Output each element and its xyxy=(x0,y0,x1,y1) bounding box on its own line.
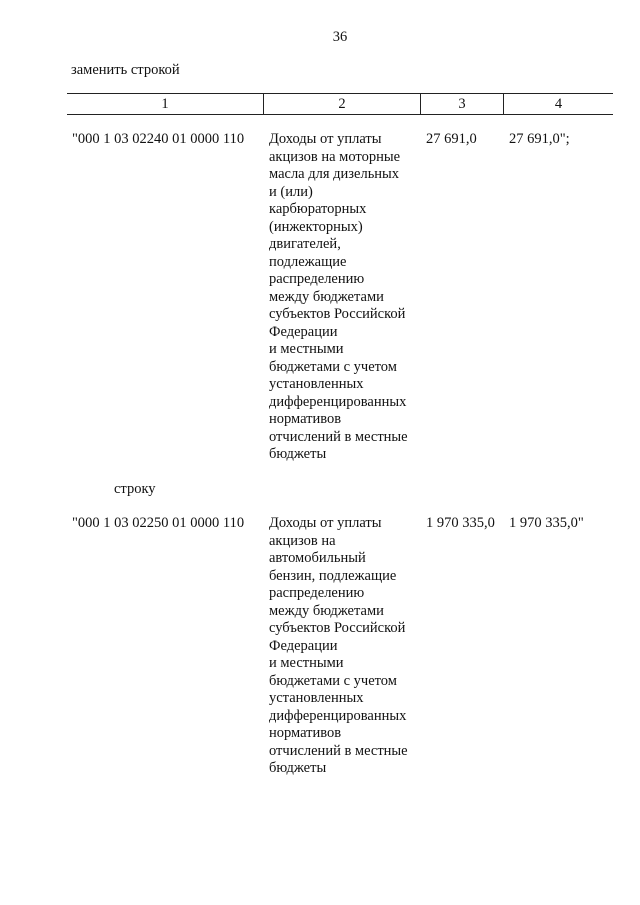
name-line: двигателей, xyxy=(269,236,341,252)
name-line: Доходы от уплаты xyxy=(269,131,382,147)
replacement-row-value-4: 27 691,0"; xyxy=(509,131,570,147)
name-line: Доходы от уплаты xyxy=(269,515,382,531)
intro-text: заменить строкой xyxy=(71,62,180,78)
name-line: дифференцированных xyxy=(269,707,407,724)
name-line: Федерации xyxy=(269,323,338,340)
replacement-row-value-3: 27 691,0 xyxy=(426,131,477,147)
second-row-value-4: 1 970 335,0" xyxy=(509,515,584,531)
name-line: нормативов xyxy=(269,725,342,741)
name-line: бюджетами с учетом xyxy=(269,672,397,689)
name-line: бюджеты xyxy=(269,760,327,776)
name-line: распределению xyxy=(269,271,365,287)
name-line: между бюджетами xyxy=(269,602,384,619)
name-line: (инжекторных) xyxy=(269,218,363,235)
name-line: масла для дизельных xyxy=(269,166,400,182)
second-row-value-3: 1 970 335,0 xyxy=(426,515,495,531)
middle-text: строку xyxy=(114,481,156,497)
table-header-col-1: 1 xyxy=(67,94,264,114)
table-header-col-4: 4 xyxy=(554,96,563,112)
table-header-row xyxy=(67,93,613,115)
name-line: акцизов на xyxy=(269,532,336,549)
name-line: Федерации xyxy=(269,637,338,654)
second-row-code: "000 1 03 02250 01 0000 110 xyxy=(72,515,245,531)
name-line: бензин, подлежащие xyxy=(269,567,397,584)
name-line: дифференцированных xyxy=(269,393,407,410)
name-line: отчислений в местные xyxy=(269,742,408,759)
name-line: субъектов Российской xyxy=(269,306,406,322)
name-line: нормативов xyxy=(269,411,342,427)
name-line: бюджеты xyxy=(269,446,327,462)
name-line: отчислений в местные xyxy=(269,428,408,445)
name-line: подлежащие xyxy=(269,253,347,270)
name-line: карбюраторных xyxy=(269,201,367,217)
page-number: 36 xyxy=(332,29,348,45)
name-line: между бюджетами xyxy=(269,288,384,305)
replacement-row-code: "000 1 03 02240 01 0000 110 xyxy=(72,131,245,147)
name-line: установленных xyxy=(269,376,364,392)
name-line: и местными xyxy=(269,341,344,357)
name-line: бюджетами с учетом xyxy=(269,358,397,375)
second-row-name xyxy=(269,515,419,778)
name-line: распределению xyxy=(269,585,365,601)
name-line: акцизов на моторные xyxy=(269,148,401,165)
table-header-col-2: 2 xyxy=(264,94,421,114)
name-line: автомобильный xyxy=(269,550,366,566)
replacement-row-name xyxy=(269,131,419,464)
name-line: субъектов Российской xyxy=(269,620,406,636)
name-line: и местными xyxy=(269,655,344,671)
name-line: и (или) xyxy=(269,183,313,200)
name-line: установленных xyxy=(269,690,364,706)
table-header-col-3: 3 xyxy=(421,94,504,114)
